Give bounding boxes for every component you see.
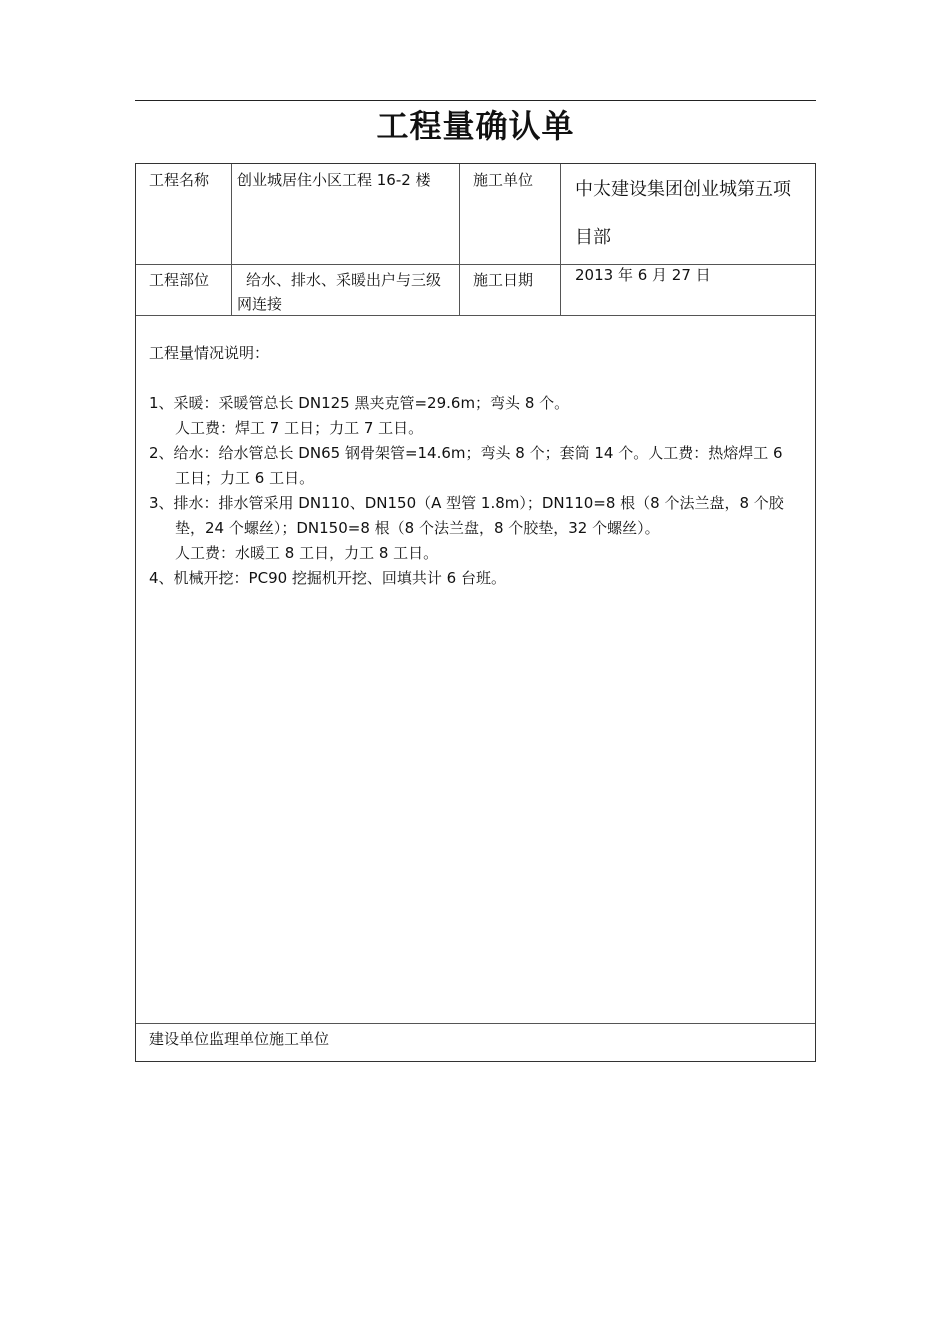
description-line: 人工费：焊工 7 工日；力工 7 工日。 [175, 419, 424, 437]
column-divider-3 [560, 164, 561, 315]
construction-date-value: 2013 年 6 月 27 日 [575, 266, 711, 284]
description-line: 2、给水：给水管总长 DN65 钢骨架管=14.6m；弯头 8 个；套筒 14 个。人工费：热熔焊工 6 [149, 444, 783, 462]
construction-date-label: 施工日期 [473, 271, 534, 289]
confirmation-form-table [135, 163, 816, 1062]
row-divider-1 [136, 264, 815, 265]
top-rule [135, 100, 816, 101]
quantity-description [149, 341, 804, 591]
signature-units: 建设单位监理单位施工单位 [149, 1030, 330, 1048]
column-divider-2 [459, 164, 460, 315]
contractor-label: 施工单位 [473, 171, 534, 189]
contractor-value-line1: 中太建设集团创业城第五项 [575, 179, 791, 200]
description-line: 1、采暖：采暖管总长 DN125 黑夹克管=29.6m；弯头 8 个。 [149, 394, 570, 412]
row-divider-3 [136, 1023, 815, 1024]
description-line: 3、排水：排水管采用 DN110、DN150（A 型管 1.8m）；DN110=8 根（8 个法兰盘，8 个胶 [149, 494, 784, 512]
description-line: 人工费：水暖工 8 工日，力工 8 工日。 [175, 544, 439, 562]
project-part-value-line1: 给水、排水、采暖出户与三级 [246, 271, 442, 289]
description-line: 垫，24 个螺丝）；DN150=8 根（8 个法兰盘，8 个胶垫，32 个螺丝）。 [175, 519, 660, 537]
project-part-label: 工程部位 [149, 271, 210, 289]
contractor-value-line2: 目部 [575, 227, 611, 248]
description-line: 4、机械开挖：PC90 挖掘机开挖、回填共计 6 台班。 [149, 569, 506, 587]
description-heading: 工程量情况说明： [149, 344, 270, 362]
document-title: 工程量确认单 [376, 107, 575, 145]
project-name-label: 工程名称 [149, 171, 210, 189]
column-divider-1 [231, 164, 232, 315]
description-line: 工日；力工 6 工日。 [175, 469, 315, 487]
project-name-value: 创业城居住小区工程 16-2 楼 [237, 171, 431, 189]
project-part-value-line2: 网连接 [237, 295, 283, 313]
